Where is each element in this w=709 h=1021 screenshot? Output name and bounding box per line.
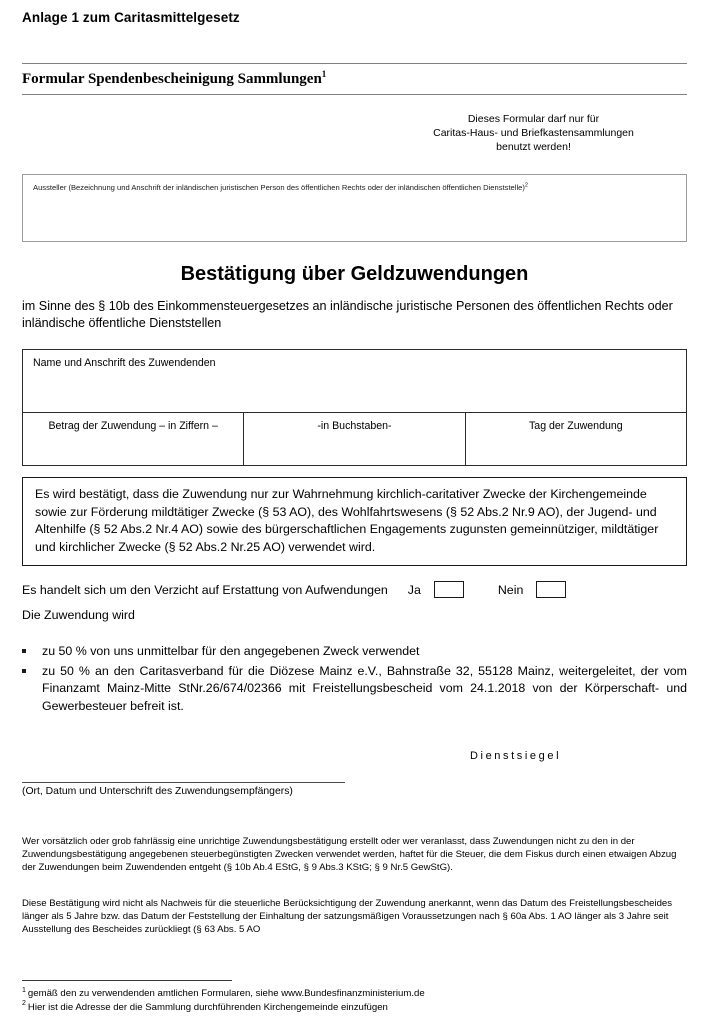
form-heading-band [22, 63, 687, 95]
form-usage-note-line-2: Caritas-Haus- und Briefkastensammlungen [433, 126, 634, 139]
expense-waiver-no-label: Nein [497, 582, 524, 597]
legal-notice-paragraph-2: Diese Bestätigung wird nicht als Nachweis für die steuerliche Berücksichtigung der Zuwendung anerkannt, wenn das Datum des Freistellungsbescheides länger als 5 Jahre bzw. das Datum der Feststellung der Einhaltung der satzungsmäßigen Voraussetzungen nach § 60a Abs. 1 AO länger als 3 Jahre seit Ausstellung des Bescheides zurückliegt (§ 63 Abs. 5 AO [22, 898, 673, 935]
amount-words-label: -in Buchstaben- [317, 420, 392, 432]
page-subtitle: im Sinne des § 10b des Einkommensteuergesetzes an inländische juristische Personen des öffentlichen Rechts oder inländische öffentliche Dienststellen [22, 299, 673, 331]
usage-lead-text: Die Zuwendung wird [22, 608, 135, 622]
form-usage-note [380, 113, 687, 155]
donor-name-label: Name und Anschrift des Zuwendenden [33, 357, 216, 369]
document-title: Anlage 1 zum Caritasmittelgesetz [22, 10, 240, 25]
table-row-donor-name [23, 350, 687, 413]
list-item [22, 663, 687, 716]
footnote-separator [22, 980, 232, 981]
table-row-amount [23, 413, 687, 466]
footnote-item-2 [22, 1001, 687, 1015]
issuer-label-text: Aussteller (Bezeichnung und Anschrift der inländischen juristischen Person des öffentlichen Rechts oder der inländischen öffentlichen Dienststelle) [33, 183, 525, 192]
amount-words-cell[interactable] [244, 413, 465, 466]
footnote-item-1 [22, 987, 687, 1001]
expense-waiver-yes-label: Ja [407, 582, 421, 597]
list-item [22, 643, 687, 661]
usage-bullet-text: zu 50 % von uns unmittelbar für den angegebenen Zweck verwendet [42, 644, 420, 658]
amount-figures-cell[interactable] [23, 413, 244, 466]
donation-date-cell[interactable] [465, 413, 686, 466]
expense-waiver-row [22, 581, 687, 598]
expense-waiver-yes-checkbox[interactable] [434, 581, 464, 598]
form-heading-text: Formular Spendenbescheinigung Sammlungen [22, 71, 322, 87]
square-bullet-icon [22, 649, 26, 653]
usage-bullet-list [22, 643, 687, 717]
page-title: Bestätigung über Geldzuwendungen [180, 263, 529, 285]
usage-bullet-text: zu 50 % an den Caritasverband für die Diözese Mainz e.V., Bahnstraße 32, 55128 Mainz, weitergeleitet, der vom Finanzamt Mainz-Mitte StNr.26/674/02366 mit Freistellungsbescheid vom 24.1.2018 von der Körperschaft- und Gewerbesteuer befreit ist. [42, 663, 687, 713]
issuer-field-box[interactable] [22, 174, 687, 242]
expense-waiver-no-checkbox[interactable] [536, 581, 566, 598]
footnote-marker-2: 2 [22, 1000, 26, 1008]
form-heading [22, 70, 687, 88]
legal-notice-paragraph-1: Wer vorsätzlich oder grob fahrlässig eine unrichtige Zuwendungsbestätigung erstellt oder wer veranlasst, dass Zuwendungen nicht zu den in der Zuwendungsbestätigung angegebenen steuerbegünstigten Zwecken verwendet werden, haftet für die Steuer, die dem Fiskus durch einen etwaigen Abzug der Zuwendungen beim Zuwendenden entgeht (§ 10b Ab.4 EStG, § 9 Abs.3 KStG; § 9 Nr.5 GewStG). [22, 836, 677, 873]
confirmation-statement-text: Es wird bestätigt, dass die Zuwendung nur zur Wahrnehmung kirchlich-caritativer Zwecke der Kirchengemeinde sowie zur Förderung mildtätiger Zwecke (§ 53 AO), des Wohlfahrtswesens (§ 52 Abs.2 Nr.9 AO), der Jugend- und Altenhilfe (§ 52 Abs.2 Nr.4 AO) sowie des bürgerschaftlichen Engagements zugunsten gemeinnütziger, mildtätiger und kirchlicher Zwecke (§ 52 Abs.2 Nr.25 AO) verwendet wird. [35, 487, 659, 554]
confirmation-statement-box [22, 477, 687, 566]
amount-figures-label: Betrag der Zuwendung – in Ziffern – [48, 420, 218, 432]
footnote-text-1: gemäß den zu verwendenden amtlichen Formularen, siehe www.Bundesfinanzministerium.de [27, 988, 425, 999]
form-usage-note-line-3: benutzt werden! [496, 140, 571, 153]
issuer-field-label [33, 183, 676, 193]
signature-caption: (Ort, Datum und Unterschrift des Zuwendungsempfängers) [22, 786, 293, 797]
issuer-footnote-marker: 2 [524, 182, 529, 189]
footnote-list [22, 987, 687, 1014]
official-seal-label: Dienstsiegel [470, 750, 562, 762]
form-usage-note-line-1: Dieses Formular darf nur für [467, 113, 600, 125]
expense-waiver-label: Es handelt sich um den Verzicht auf Erstattung von Aufwendungen [22, 582, 388, 597]
footnote-marker-1: 1 [22, 986, 26, 994]
donation-date-label: Tag der Zuwendung [529, 420, 623, 432]
square-bullet-icon [22, 669, 26, 673]
signature-line [22, 782, 345, 783]
donor-name-cell[interactable] [23, 350, 687, 413]
donor-table [22, 349, 687, 466]
footnote-text-2: Hier ist die Adresse der die Sammlung durchführenden Kirchengemeinde einzufügen [27, 1001, 388, 1013]
form-heading-footnote-marker: 1 [321, 69, 327, 79]
